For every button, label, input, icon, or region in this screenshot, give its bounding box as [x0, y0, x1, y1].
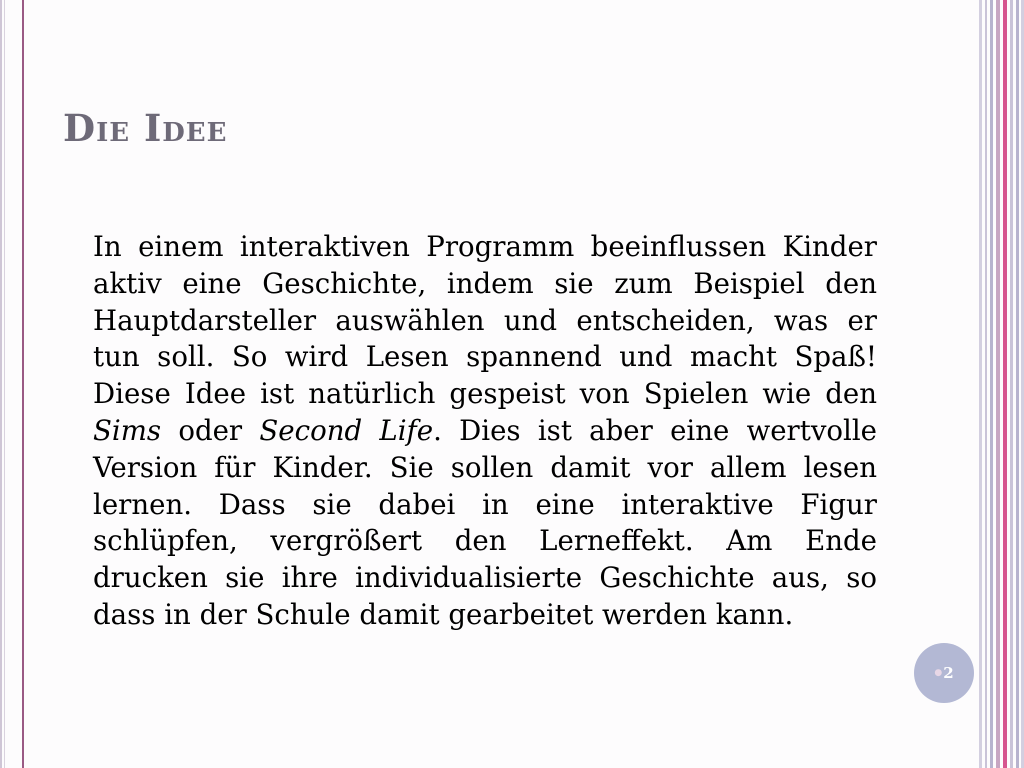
page-number-badge: [914, 643, 974, 703]
right-stripe: [996, 0, 1000, 768]
page-number: 2: [943, 664, 954, 682]
body-text-part: . Dies ist aber eine wertvolle Version für Kinder. Sie sollen damit vor allem lesen lernen. Dass sie dabei in eine interaktive Figur schlüpfen, vergrößert den Lerneffekt. Am Ende drucken sie ihre individualisierte Geschichte aus, so dass in der Schule damit gearbeitet werden kann.: [93, 413, 877, 631]
left-border-line-accent: [22, 0, 24, 768]
bullet-dot-icon: ●: [934, 668, 943, 678]
left-border-line: [4, 0, 5, 768]
right-stripe: [1010, 0, 1013, 768]
right-stripe: [1016, 0, 1019, 768]
right-stripe-accent: [1003, 0, 1007, 768]
body-text-part: oder: [161, 413, 260, 447]
slide-title: Die Idee: [63, 106, 228, 150]
body-text-italic: Sims: [93, 413, 162, 447]
right-stripe: [990, 0, 993, 768]
left-border-line: [0, 0, 2, 768]
body-text-part: In einem interaktiven Programm beeinflussen Kinder aktiv eine Geschichte, indem sie zum Beispiel den Hauptdarsteller auswählen und entscheiden, was er tun soll. So wird Lesen spannend und macht Spaß! Diese Idee ist natürlich gespeist von Spielen wie den: [93, 230, 877, 411]
slide-body-text: [93, 229, 877, 634]
right-stripe: [985, 0, 987, 768]
body-text-italic: Second Life: [259, 413, 434, 447]
right-stripe: [979, 0, 982, 768]
